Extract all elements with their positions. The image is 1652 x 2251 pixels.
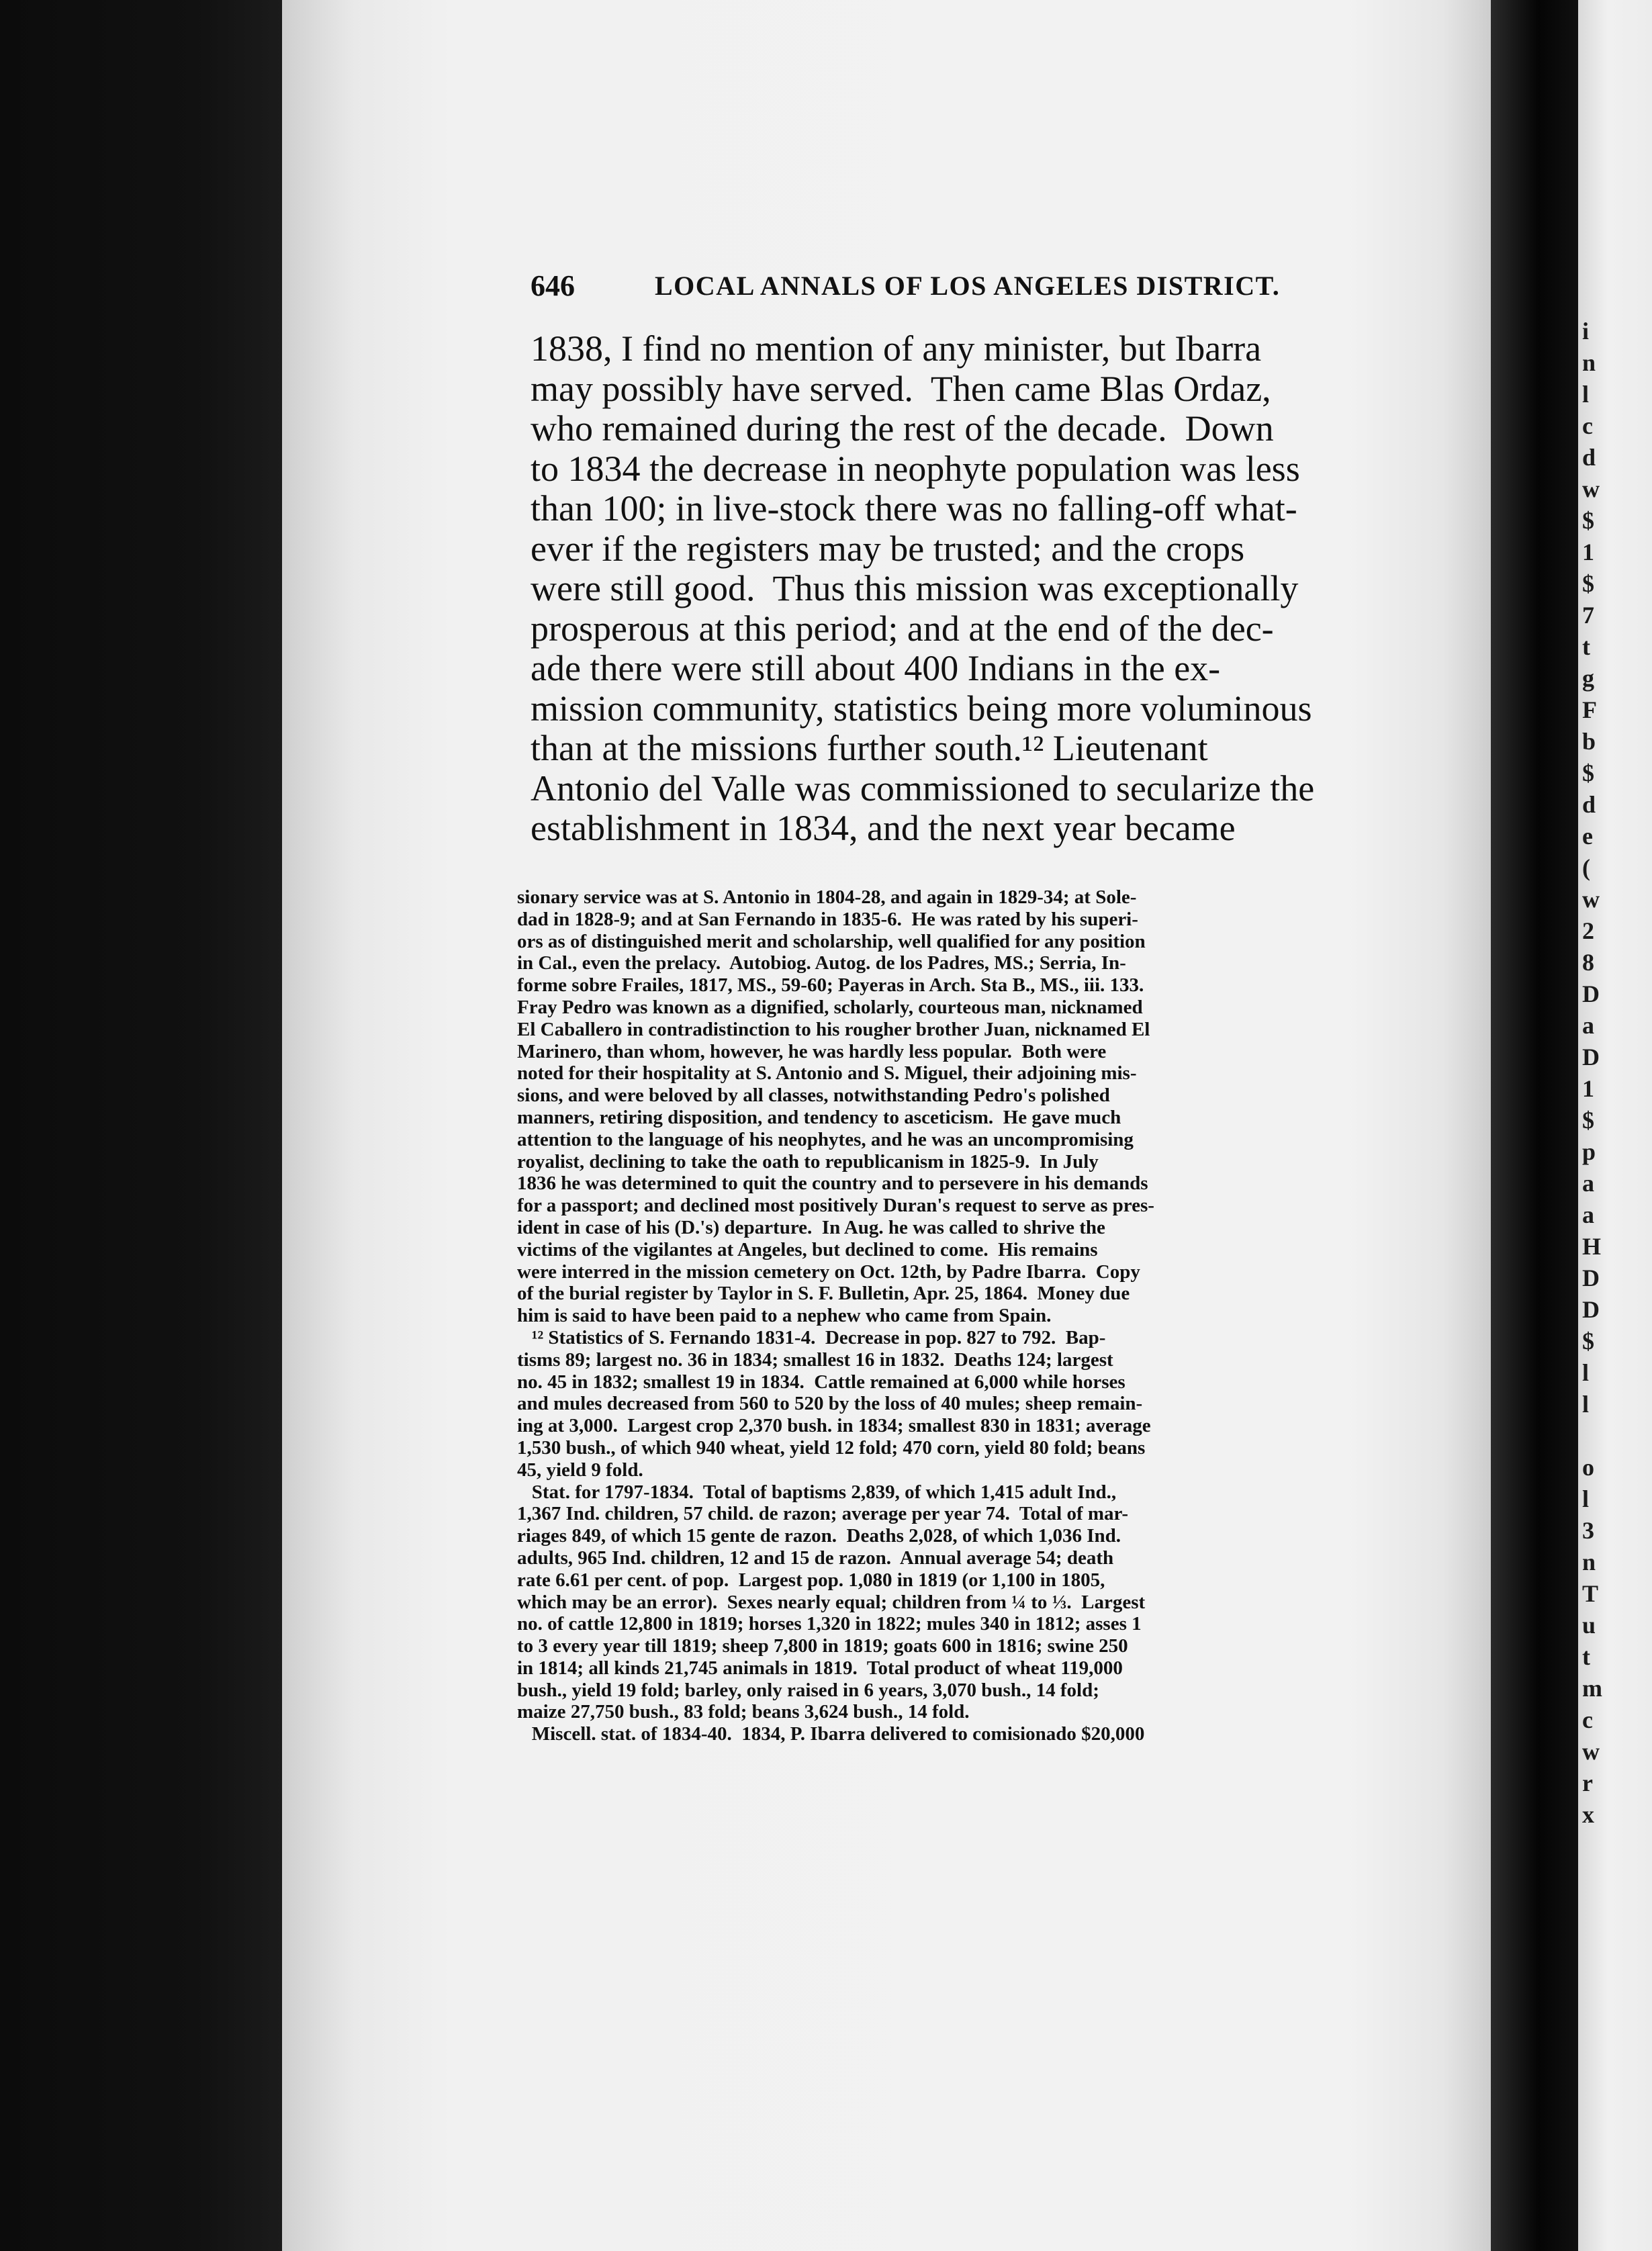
footnote-line: and mules decreased from 560 to 520 by the loss of 40 mules; sheep remain- [517, 1393, 1143, 1415]
adjacent-page-fragment: i [1582, 318, 1590, 344]
adjacent-page-fragment: a [1582, 1170, 1594, 1197]
footnote-line: adults, 965 Ind. children, 12 and 15 de razon. Annual average 54; death [517, 1547, 1114, 1569]
footnote-line: of the burial register by Taylor in S. F. Bulletin, Apr. 25, 1864. Money due [517, 1283, 1130, 1305]
adjacent-page-fragment: d [1582, 444, 1596, 471]
text-line: were still good. Thus this mission was exceptionally [531, 568, 1299, 608]
text-line: 1838, I find no mention of any minister, but Ibarra [531, 328, 1262, 369]
footnote-line: him is said to have been paid to a nephew who came from Spain. [517, 1305, 1052, 1327]
footnote-line: noted for their hospitality at S. Antonio and S. Miguel, their adjoining mis- [517, 1062, 1137, 1085]
adjacent-page-fragment: 3 [1582, 1517, 1594, 1544]
adjacent-page-fragment: D [1582, 1044, 1600, 1070]
footnote-line: 45, yield 9 fold. [517, 1459, 643, 1481]
adjacent-page-fragment: 8 [1582, 949, 1594, 976]
footnote-line: attention to the language of his neophytes, and he was an uncompromising [517, 1128, 1134, 1150]
footnote-line: ors as of distinguished merit and scholarship, well qualified for any position [517, 930, 1146, 952]
adjacent-page-fragment: d [1582, 791, 1596, 818]
adjacent-page-fragment: c [1582, 412, 1593, 439]
page-number: 646 [531, 269, 575, 302]
adjacent-page-fragment: D [1582, 1296, 1600, 1323]
adjacent-page-fragment: x [1582, 1801, 1594, 1828]
footnote-line: bush., yield 19 fold; barley, only raised in 6 years, 3,070 bush., 14 fold; [517, 1679, 1099, 1701]
adjacent-page-fragment: l [1582, 381, 1590, 408]
adjacent-page-fragment: t [1582, 633, 1590, 660]
adjacent-page-fragment: 1 [1582, 539, 1594, 565]
footnote-line: in 1814; all kinds 21,745 animals in 1819. Total product of wheat 119,000 [517, 1657, 1123, 1679]
text-line: to 1834 the decrease in neophyte population was less [531, 448, 1300, 489]
adjacent-page-fragment: w [1582, 475, 1600, 502]
adjacent-page-fragment: 1 [1582, 1075, 1594, 1102]
adjacent-page-fragment: ( [1582, 854, 1590, 881]
adjacent-page-fragment: m [1582, 1675, 1602, 1702]
adjacent-page-fragment: 2 [1582, 917, 1594, 944]
footnote-line: were interred in the mission cemetery on Oct. 12th, by Padre Ibarra. Copy [517, 1260, 1140, 1283]
footnote-line: manners, retiring disposition, and tendency to asceticism. He gave much [517, 1106, 1121, 1128]
adjacent-page-fragment: t [1582, 1643, 1590, 1670]
footnote-line: El Caballero in contradistinction to his rougher brother Juan, nicknamed El [517, 1018, 1150, 1040]
adjacent-page-fragment: $ [1582, 570, 1594, 597]
text-line: than at the missions further south.¹² Lieutenant [531, 728, 1208, 768]
adjacent-page-fragment: a [1582, 1012, 1594, 1039]
text-line: ever if the registers may be trusted; and the crops [531, 528, 1245, 569]
adjacent-page-fragment: u [1582, 1612, 1596, 1639]
adjacent-page-edge [1578, 0, 1652, 2251]
adjacent-page-fragment: $ [1582, 1328, 1594, 1354]
footnote-line: ¹² Statistics of S. Fernando 1831-4. Decrease in pop. 827 to 792. Bap- [517, 1326, 1106, 1348]
text-line: Antonio del Valle was commissioned to secularize the [531, 768, 1315, 809]
book-gutter [1491, 0, 1578, 2251]
footnote-line: no. of cattle 12,800 in 1819; horses 1,320 in 1822; mules 340 in 1812; asses 1 [517, 1613, 1142, 1635]
footnote-line: 1,530 bush., of which 940 wheat, yield 12 fold; 470 corn, yield 80 fold; beans [517, 1436, 1146, 1459]
text-line: ade there were still about 400 Indians in the ex- [531, 648, 1221, 688]
footnote-line: sionary service was at S. Antonio in 1804-28, and again in 1829-34; at Sole- [517, 886, 1137, 908]
adjacent-page-fragment: w [1582, 886, 1600, 913]
adjacent-page-fragment: p [1582, 1138, 1596, 1165]
text-line: prosperous at this period; and at the end of the dec- [531, 608, 1274, 649]
adjacent-page-fragment: g [1582, 665, 1594, 692]
footnote-line: ing at 3,000. Largest crop 2,370 bush. in 1834; smallest 830 in 1831; average [517, 1415, 1151, 1437]
footnote-line: to 3 every year till 1819; sheep 7,800 in 1819; goats 600 in 1816; swine 250 [517, 1635, 1128, 1657]
adjacent-page-fragment: D [1582, 1265, 1600, 1291]
footnote-line: sions, and were beloved by all classes, notwithstanding Pedro's polished [517, 1085, 1110, 1107]
text-line: may possibly have served. Then came Blas Ordaz, [531, 368, 1271, 409]
adjacent-page-fragment: D [1582, 980, 1600, 1007]
adjacent-page-fragment: n [1582, 349, 1596, 376]
scan-background-left [0, 0, 282, 2251]
footnote-line: royalist, declining to take the oath to republicanism in 1825-9. In July [517, 1150, 1099, 1173]
footnote-line: forme sobre Frailes, 1817, MS., 59-60; Payeras in Arch. Sta B., MS., iii. 133. [517, 974, 1144, 997]
running-head: LOCAL ANNALS OF LOS ANGELES DISTRICT. [655, 271, 1281, 301]
text-line: who remained during the rest of the decade. Down [531, 408, 1274, 449]
adjacent-page-fragment: l [1582, 1485, 1590, 1512]
footnotes-block [517, 886, 1424, 1745]
page-header [531, 269, 1320, 309]
footnote-line: dad in 1828-9; and at San Fernando in 1835-6. He was rated by his superi- [517, 908, 1138, 930]
text-line: than 100; in live-stock there was no falling-off what- [531, 488, 1297, 529]
footnote-line: 1,367 Ind. children, 57 child. de razon; average per year 74. Total of mar- [517, 1503, 1128, 1525]
footnote-line: 1836 he was determined to quit the country and to persevere in his demands [517, 1173, 1148, 1195]
adjacent-page-fragment: a [1582, 1201, 1594, 1228]
footnote-line: victims of the vigilantes at Angeles, but declined to come. His remains [517, 1238, 1098, 1260]
adjacent-page-fragment: l [1582, 1359, 1590, 1386]
footnote-line: which may be an error). Sexes nearly equal; children from ¼ to ⅓. Largest [517, 1591, 1146, 1613]
footnote-line: Fray Pedro was known as a dignified, scholarly, courteous man, nicknamed [517, 996, 1143, 1018]
adjacent-page-fragment: l [1582, 1391, 1590, 1418]
adjacent-page-fragment: b [1582, 728, 1596, 755]
footnote-line: Marinero, than whom, however, he was hardly less popular. Both were [517, 1040, 1107, 1062]
adjacent-page-fragment: c [1582, 1706, 1593, 1733]
footnote-line: Stat. for 1797-1834. Total of baptisms 2,839, of which 1,415 adult Ind., [517, 1481, 1117, 1503]
footnote-line: ident in case of his (D.'s) departure. In Aug. he was called to shrive the [517, 1216, 1105, 1238]
adjacent-page-fragment: 7 [1582, 602, 1594, 629]
text-line: mission community, statistics being more voluminous [531, 688, 1312, 729]
main-text-block [531, 329, 1430, 849]
footnote-line: in Cal., even the prelacy. Autobiog. Autog. de los Padres, MS.; Serria, In- [517, 952, 1126, 974]
adjacent-page-fragment: T [1582, 1580, 1599, 1607]
adjacent-page-fragment: $ [1582, 1107, 1594, 1134]
adjacent-page-fragment: w [1582, 1738, 1600, 1765]
footnote-line: rate 6.61 per cent. of pop. Largest pop. 1,080 in 1819 (or 1,100 in 1805, [517, 1569, 1105, 1591]
footnote-line: Miscell. stat. of 1834-40. 1834, P. Ibarra delivered to comisionado $20,000 [517, 1723, 1145, 1745]
adjacent-page-fragment [1582, 1420, 1652, 1452]
footnote-line: riages 849, of which 15 gente de razon. Deaths 2,028, of which 1,036 Ind. [517, 1525, 1121, 1547]
adjacent-page-text-fragments [1582, 316, 1652, 1831]
footnote-line: for a passport; and declined most positively Duran's request to serve as pres- [517, 1195, 1154, 1217]
adjacent-page-fragment: r [1582, 1770, 1593, 1796]
adjacent-page-fragment: $ [1582, 760, 1594, 786]
adjacent-page-fragment: $ [1582, 507, 1594, 534]
adjacent-page-fragment: n [1582, 1549, 1596, 1575]
text-line: establishment in 1834, and the next year became [531, 808, 1236, 848]
footnote-line: maize 27,750 bush., 83 fold; beans 3,624 bush., 14 fold. [517, 1701, 970, 1723]
adjacent-page-fragment: H [1582, 1233, 1602, 1260]
adjacent-page-fragment: o [1582, 1454, 1594, 1481]
footnote-line: no. 45 in 1832; smallest 19 in 1834. Cattle remained at 6,000 while horses [517, 1371, 1126, 1393]
adjacent-page-fragment: e [1582, 823, 1593, 849]
footnote-line: tisms 89; largest no. 36 in 1834; smallest 16 in 1832. Deaths 124; largest [517, 1348, 1113, 1371]
adjacent-page-fragment: F [1582, 696, 1597, 723]
